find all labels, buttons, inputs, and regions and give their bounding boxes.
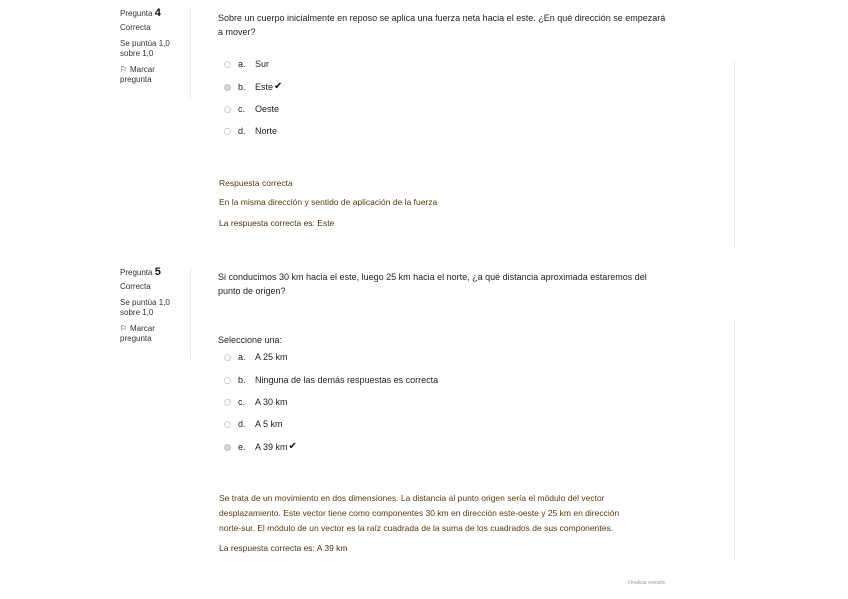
answer-option-c[interactable]: c. A 30 km (224, 395, 288, 409)
radio-button[interactable] (224, 377, 231, 384)
flag-question-link[interactable]: ⚐ Marcar pregunta (120, 324, 155, 343)
answer-option-c[interactable]: c. Oeste (224, 102, 279, 116)
question-state: Correcta (120, 282, 151, 291)
radio-button[interactable] (224, 354, 231, 361)
answer-option-b[interactable]: b. Ninguna de las demás respuestas es correcta (224, 373, 438, 387)
checkmark-icon: ✔ (274, 81, 283, 92)
select-one-prompt: Seleccione una: (218, 335, 283, 345)
right-answer: La respuesta correcta es: Este (219, 218, 335, 228)
question-4-text: Sobre un cuerpo inicialmente en reposo se aplica una fuerza neta hacia el este. ¿En qué dirección se empezará a mover? (218, 13, 666, 37)
question-number: Pregunta 4 (120, 7, 161, 19)
flag-icon: ⚐ (120, 65, 128, 74)
answer-option-d[interactable]: d. A 5 km (224, 417, 283, 431)
flag-question-link[interactable]: ⚐ Marcar pregunta (120, 65, 155, 84)
question-score: Se puntúa 1,0 sobre 1,0 (120, 298, 170, 317)
radio-button[interactable] (224, 106, 231, 113)
flag-icon: ⚐ (120, 324, 128, 333)
feedback-title: Respuesta correcta (219, 178, 293, 188)
question-4-info (120, 8, 191, 100)
radio-button[interactable] (224, 399, 231, 406)
general-feedback: En la misma dirección y sentido de aplicación de la fuerza (219, 197, 438, 207)
right-answer: La respuesta correcta es: A 39 km (219, 543, 348, 553)
answer-option-d[interactable]: d. Norte (224, 124, 277, 138)
answer-option-a[interactable]: a. A 25 km (224, 350, 288, 364)
question-score: Se puntúa 1,0 sobre 1,0 (120, 39, 170, 58)
question-number: Pregunta 5 (120, 266, 161, 278)
finish-review-link[interactable]: Finalizar revisión (628, 580, 666, 586)
radio-button[interactable] (224, 61, 231, 68)
radio-button-selected[interactable] (224, 84, 231, 91)
checkmark-icon: ✔ (288, 441, 297, 452)
general-feedback: Se trata de un movimiento en dos dimensiones. La distancia al punto origen sería el módulo del vector desplazamiento. Este vector tiene como componentes 30 km en dirección este-oeste y 25 km en dirección norte-sur. El módulo de un vector es la raíz cuadrada de la suma de los cuadrados de sus componentes. (219, 493, 620, 533)
question-5-info (120, 267, 191, 359)
answer-option-e[interactable]: e. A 39 km ✔ (224, 440, 297, 454)
answer-option-b[interactable]: b. Este ✔ (224, 80, 282, 94)
question-5-text: Si conducimos 30 km hacia el este, luego 25 km hacia el norte, ¿a qué distancia aproximada estaremos del punto de origen? (218, 272, 647, 296)
question-state: Correcta (120, 23, 151, 32)
radio-button-selected[interactable] (224, 444, 231, 451)
radio-button[interactable] (224, 128, 231, 135)
radio-button[interactable] (224, 421, 231, 428)
answer-option-a[interactable]: a. Sur (224, 57, 269, 71)
